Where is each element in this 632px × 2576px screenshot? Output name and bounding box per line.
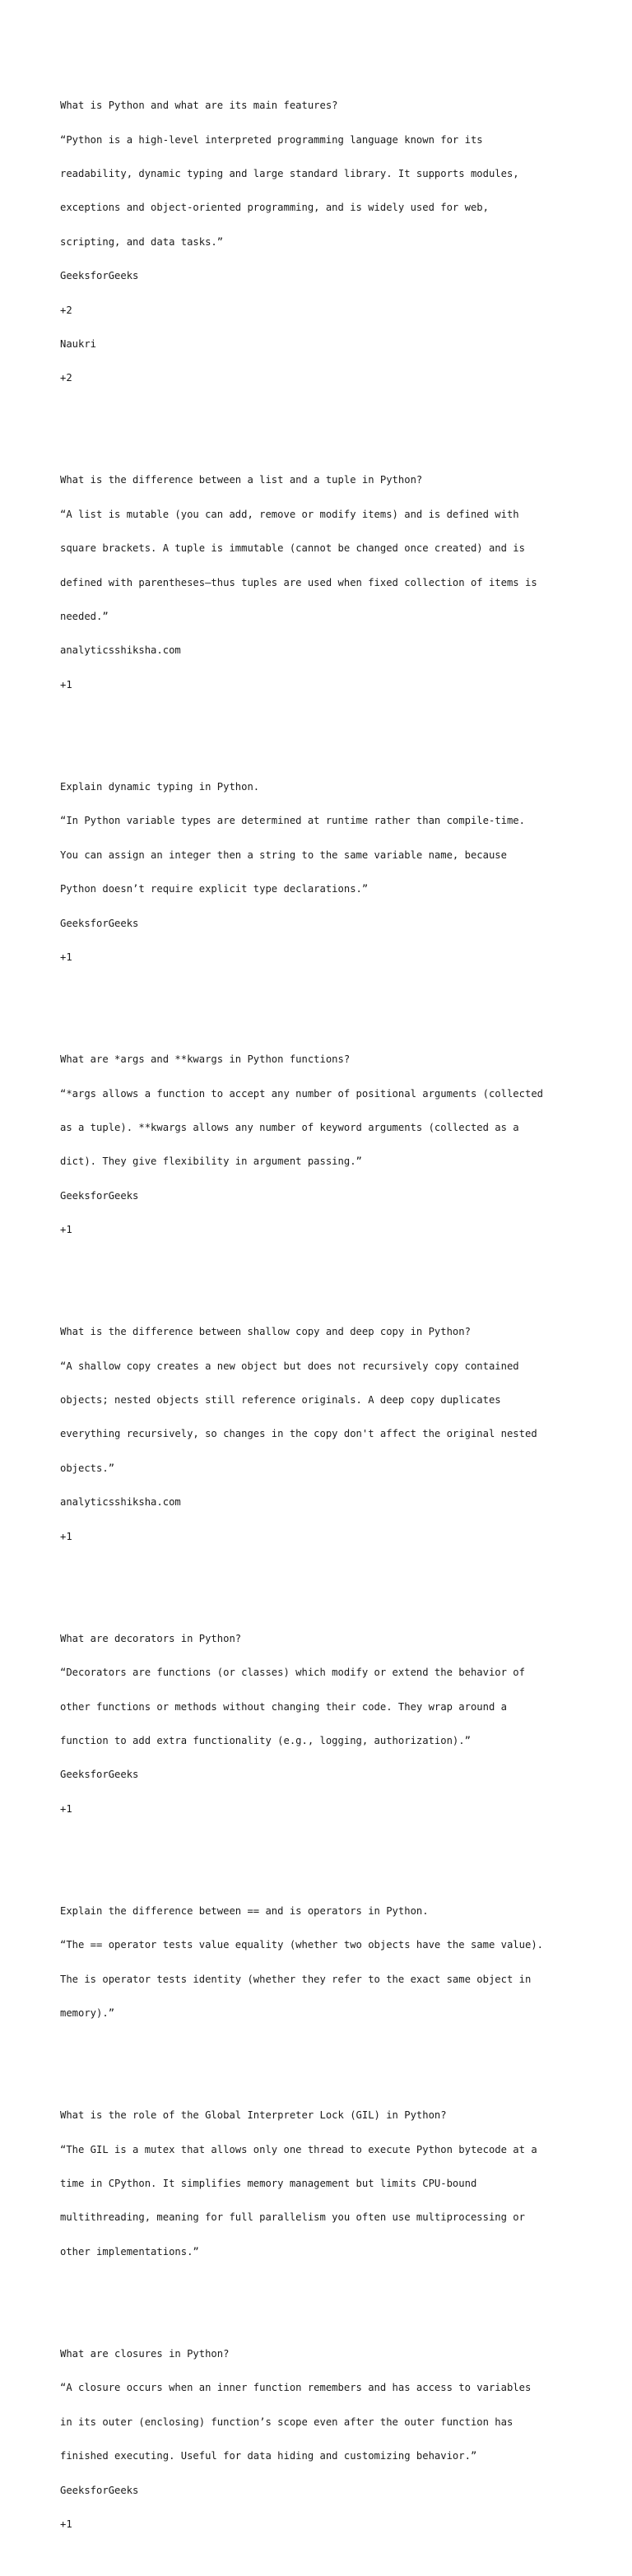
answer-line: other functions or methods without changing their code. They wrap around a xyxy=(60,1700,507,1713)
source-name: GeeksforGeeks xyxy=(60,270,139,282)
question-line: What are decorators in Python? xyxy=(60,1632,242,1644)
source-name: Naukri xyxy=(60,337,97,350)
source-count: +1 xyxy=(60,1224,72,1236)
answer-line: “A shallow copy creates a new object but does not recursively copy contained xyxy=(60,1360,519,1372)
answer-line: function to add extra functionality (e.g., logging, authorization).” xyxy=(60,1734,471,1746)
source-count: +1 xyxy=(60,951,72,963)
answer-line: “The GIL is a mutex that allows only one thread to execute Python bytecode at a xyxy=(60,2143,537,2155)
source-name: GeeksforGeeks xyxy=(60,917,139,929)
source-name: GeeksforGeeks xyxy=(60,1769,139,1781)
answer-line: Python doesn’t require explicit type declarations.” xyxy=(60,883,369,895)
answer-line: objects; nested objects still reference originals. A deep copy duplicates xyxy=(60,1394,501,1407)
answer-line: time in CPython. It simplifies memory management but limits CPU-bound xyxy=(60,2178,477,2190)
question-line: What is the difference between a list and a tuple in Python? xyxy=(60,474,423,486)
question-line: Explain dynamic typing in Python. xyxy=(60,781,260,793)
answer-line: You can assign an integer then a string to the same variable name, because xyxy=(60,849,507,861)
answer-line: everything recursively, so changes in the copy don't affect the original nested xyxy=(60,1428,537,1440)
answer-line: “*args allows a function to accept any number of positional arguments (collected xyxy=(60,1087,543,1100)
question-line: What is the role of the Global Interpreter Lock (GIL) in Python? xyxy=(60,2109,447,2122)
answer-line: readability, dynamic typing and large standard library. It supports modules, xyxy=(60,167,519,179)
source-name: analyticsshiksha.com xyxy=(60,644,181,657)
qa-block xyxy=(60,78,620,407)
answer-line: “A list is mutable (you can add, remove or modify items) and is defined with xyxy=(60,508,519,520)
answer-line: defined with parentheses—thus tuples are used when fixed collection of items is xyxy=(60,576,537,588)
source-count: +2 xyxy=(60,304,72,316)
qa-block xyxy=(60,1883,620,2042)
answer-line: needed.” xyxy=(60,611,109,623)
answer-line: memory).” xyxy=(60,2007,115,2020)
answer-line: objects.” xyxy=(60,1462,115,1474)
answer-line: The is operator tests identity (whether they refer to the exact same object in xyxy=(60,1973,532,1985)
source-name: GeeksforGeeks xyxy=(60,2484,139,2496)
source-name: analyticsshiksha.com xyxy=(60,1496,181,1509)
answer-line: “In Python variable types are determined at runtime rather than compile-time. xyxy=(60,815,525,827)
question-line: What is the difference between shallow copy and deep copy in Python? xyxy=(60,1326,471,1338)
qa-block xyxy=(60,2326,620,2553)
question-line: What is Python and what are its main features? xyxy=(60,100,338,112)
answer-line: “A closure occurs when an inner function remembers and has access to variables xyxy=(60,2382,532,2394)
answer-line: “The == operator tests value equality (whether two objects have the same value). xyxy=(60,1939,543,1951)
source-count: +2 xyxy=(60,372,72,384)
answer-line: “Python is a high-level interpreted programming language known for its xyxy=(60,133,483,146)
source-count: +1 xyxy=(60,678,72,690)
answer-line: in its outer (enclosing) function’s scope even after the outer function has xyxy=(60,2416,514,2428)
answer-line: square brackets. A tuple is immutable (cannot be changed once created) and is xyxy=(60,542,525,555)
qa-block xyxy=(60,453,620,714)
answer-line: as a tuple). **kwargs allows any number of keyword arguments (collected as a xyxy=(60,1121,519,1133)
source-count: +1 xyxy=(60,1530,72,1542)
qa-block xyxy=(60,2088,620,2281)
qa-block xyxy=(60,759,620,986)
question-line: What are *args and **kwargs in Python functions? xyxy=(60,1053,351,1066)
qa-block xyxy=(60,1032,620,1259)
question-line: What are closures in Python? xyxy=(60,2347,230,2360)
question-line: Explain the difference between == and is operators in Python. xyxy=(60,1904,429,1917)
answer-line: exceptions and object-oriented programming, and is widely used for web, xyxy=(60,202,489,214)
answer-line: “Decorators are functions (or classes) which modify or extend the behavior of xyxy=(60,1667,525,1679)
answer-line: scripting, and data tasks.” xyxy=(60,235,224,248)
source-name: GeeksforGeeks xyxy=(60,1189,139,1202)
answer-line: multithreading, meaning for full parallelism you often use multiprocessing or xyxy=(60,2211,525,2224)
qa-block xyxy=(60,1611,620,1838)
qa-block xyxy=(60,1304,620,1565)
answer-line: other implementations.” xyxy=(60,2245,199,2257)
source-count: +1 xyxy=(60,2518,72,2530)
answer-line: dict). They give flexibility in argument passing.” xyxy=(60,1155,362,1168)
document-page xyxy=(60,55,620,2576)
answer-line: finished executing. Useful for data hiding and customizing behavior.” xyxy=(60,2450,477,2462)
source-count: +1 xyxy=(60,1802,72,1815)
